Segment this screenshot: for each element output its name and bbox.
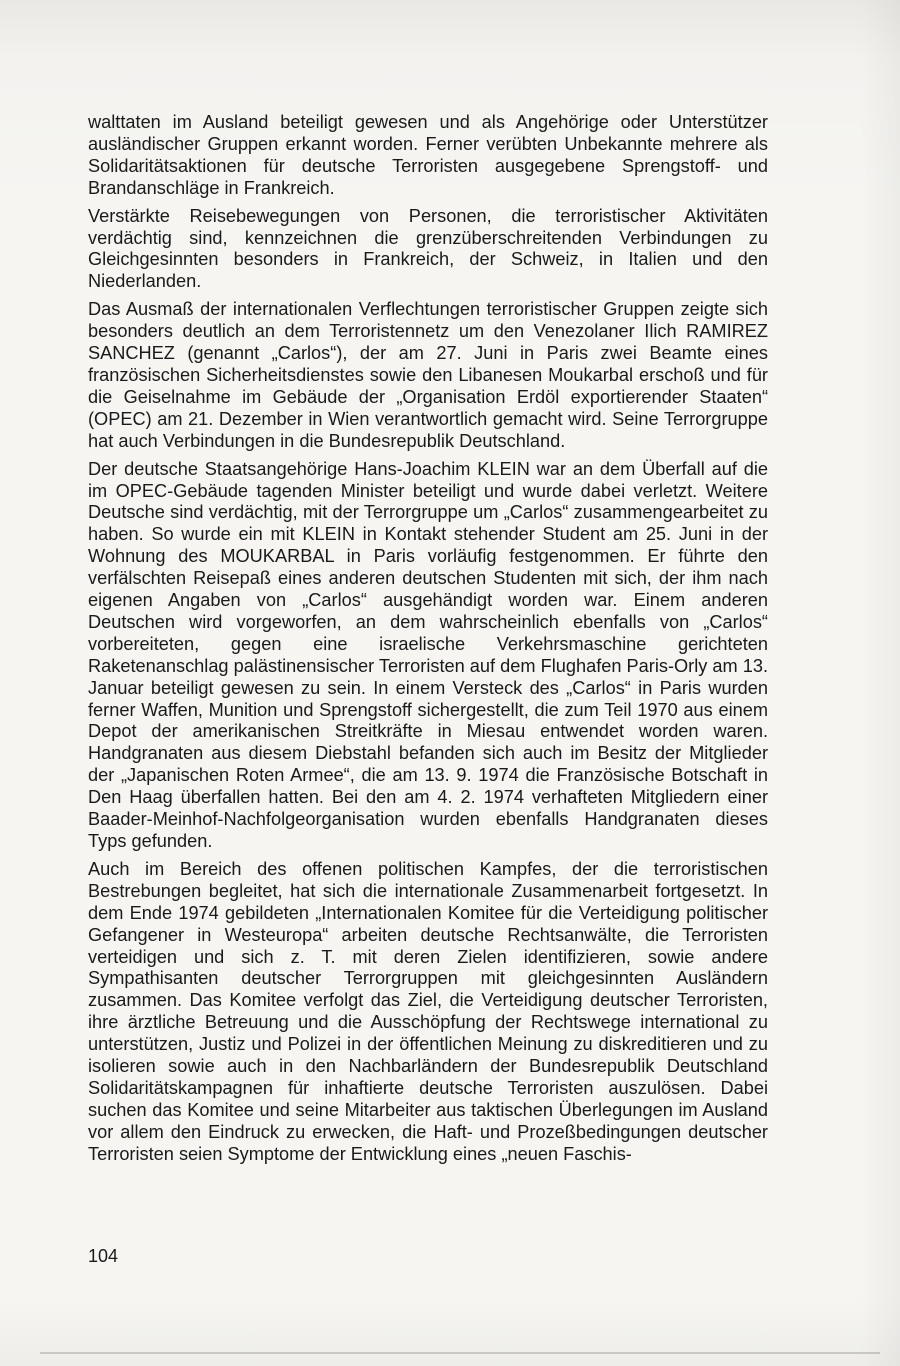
page-number: 104 (88, 1246, 119, 1266)
paragraph-5: Auch im Bereich des offenen politischen Kampfes, der die terroristischen Bestrebungen begleitet, hat sich die internationale Zusammenarbeit fortgesetzt. In dem Ende 1974 gebildeten „Internationalen Komitee für die Verteidigung politischer Gefangener in Westeuropa“ arbeiten deutsche Rechtsanwälte, die Terroristen verteidigen und sich z. T. mit deren Zielen identifizieren, sowie andere Sympathisanten deutscher Terrorgruppen mit gleichgesinnten Ausländern zusammen. Das Komitee verfolgt das Ziel, die Verteidigung deutscher Terroristen, ihre ärztliche Betreuung und die Ausschöpfung der Rechtswege international zu unterstützen, Justiz und Polizei in der öffentlichen Meinung zu diskreditieren und zu isolieren sowie auch in den Nachbarländern der Bundesrepublik Deutschland Solidaritätskampagnen für inhaftierte deutsche Terroristen auszulösen. Dabei suchen das Komitee und seine Mitarbeiter aus taktischen Überlegungen im Ausland vor allem den Eindruck zu erwecken, die Haft- und Prozeßbedingungen deutscher Terroristen seien Symptome der Entwicklung eines „neuen Faschis- (88, 858, 768, 1164)
paragraph-3: Das Ausmaß der internationalen Verflechtungen terroristischer Gruppen zeigte sich besonders deutlich an dem Terroristennetz um den Venezolaner Ilich RAMIREZ SANCHEZ (genannt „Carlos“), der am 27. Juni in Paris zwei Beamte eines französischen Sicherheitsdienstes sowie den Libanesen Moukarbal erschoß und für die Geiselnahme im Gebäude der „Organisation Erdöl exportierender Staaten“ (OPEC) am 21. Dezember in Wien verantwortlich gemacht wird. Seine Terrorgruppe hat auch Verbindungen in die Bundesrepublik Deutschland. (88, 299, 768, 451)
paragraph-4: Der deutsche Staatsangehörige Hans-Joachim KLEIN war an dem Überfall auf die im OPEC-Gebäude tagenden Minister beteiligt und wurde dabei verletzt. Weitere Deutsche sind verdächtig, mit der Terrorgruppe um „Carlos“ zusammengearbeitet zu haben. So wurde ein mit KLEIN in Kontakt stehender Student am 25. Juni in der Wohnung des MOUKARBAL in Paris vorläufig festgenommen. Er führte den verfälschten Reisepaß eines anderen deutschen Studenten mit sich, der ihm nach eigenen Angaben von „Carlos“ ausgehändigt worden war. Einem anderen Deutschen wird vorgeworfen, an dem wahrscheinlich ebenfalls von „Carlos“ vorbereiteten, gegen eine israelische Verkehrsmaschine gerichteten Raketenanschlag palästinensischer Terroristen auf dem Flughafen Paris-Orly am 13. Januar beteiligt gewesen zu sein. In einem Versteck des „Carlos“ in Paris wurden ferner Waffen, Munition und Sprengstoff sichergestellt, die zum Teil 1970 aus einem Depot der amerikanischen Streitkräfte in Miesau entwendet worden waren. Handgranaten aus diesem Diebstahl befanden sich auch im Besitz der Mitglieder der „Japanischen Roten Armee“, die am 13. 9. 1974 die Französische Botschaft in Den Haag überfallen hatten. Bei den am 4. 2. 1974 verhafteten Mitgliedern einer Baader-Meinhof-Nachfolgeorganisation wurden ebenfalls Handgranaten dieses Typs gefunden. (88, 458, 769, 851)
page-edge-divider (40, 1352, 880, 1354)
body-text (88, 112, 768, 1172)
paragraph-1: walttaten im Ausland beteiligt gewesen und als Angehörige oder Unterstützer ausländischer Gruppen erkannt worden. Ferner verübten Unbekannte mehrere als Solidaritätsaktionen für deutsche Terroristen ausgegebene Sprengstoff- und Brandanschläge in Frankreich. (88, 112, 768, 198)
paragraph-2: Verstärkte Reisebewegungen von Personen, die terroristischer Aktivitäten verdächtig sind, kennzeichnen die grenzüberschreitenden Verbindungen zu Gleichgesinnten besonders in Frankreich, der Schweiz, in Italien und den Niederlanden. (88, 205, 768, 292)
